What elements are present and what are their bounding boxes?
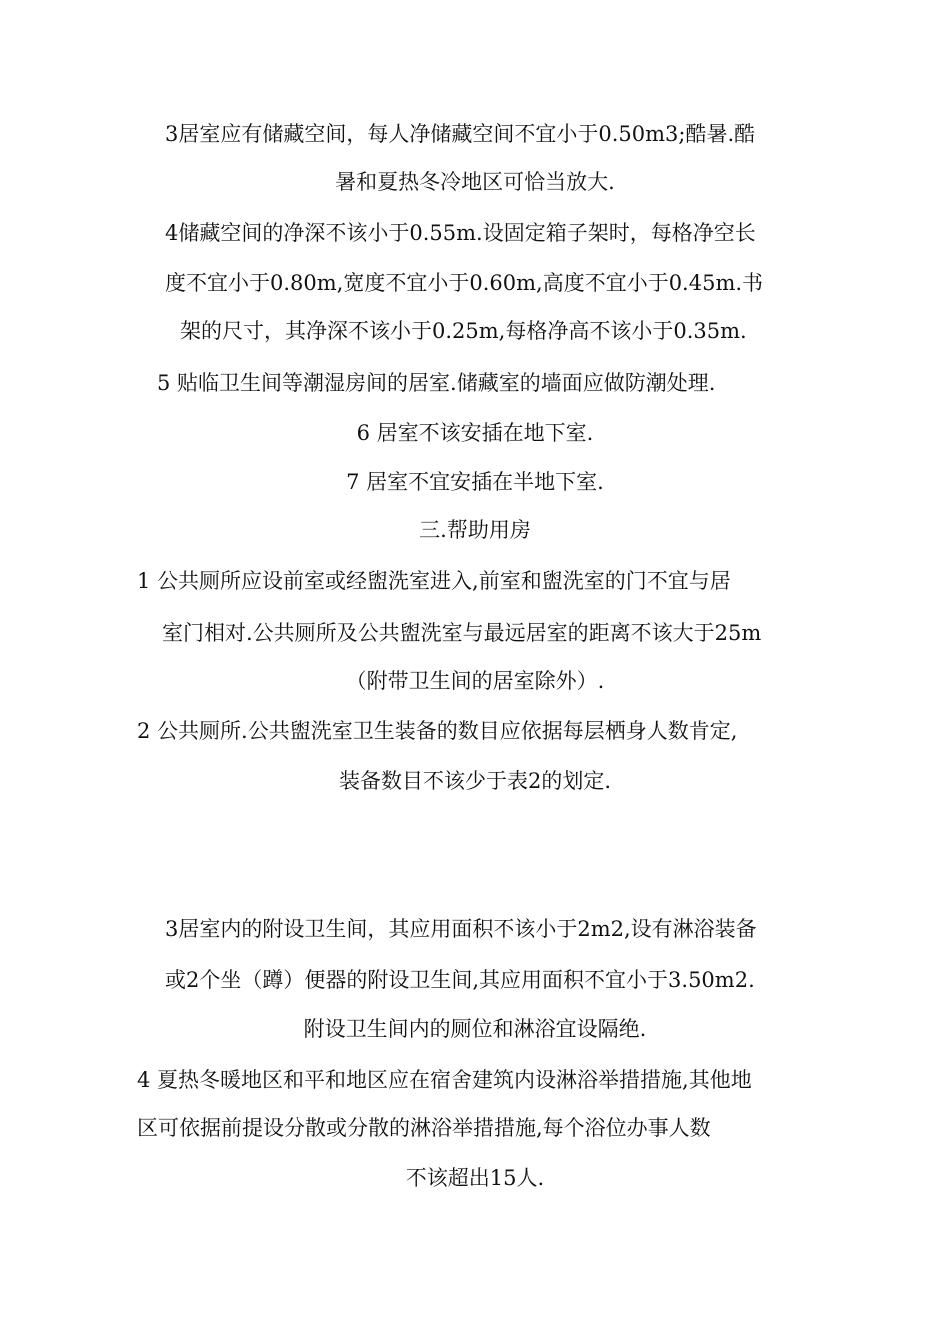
text-line: 4储藏空间的净深不该小于0.55m.设固定箱子架时，每格净空长 bbox=[165, 221, 756, 245]
text-line: 2 公共厕所.公共盥洗室卫生装备的数目应依据每层栖身人数肯定, bbox=[137, 719, 738, 743]
text-line: 装备数目不该少于表2的划定. bbox=[338, 769, 612, 793]
text-line: 3居室应有储藏空间，每人净储藏空间不宜小于0.50m3;酷暑.酷 bbox=[165, 122, 756, 146]
text-line: 度不宜小于0.80m,宽度不宜小于0.60m,高度不宜小于0.45m.书 bbox=[165, 271, 764, 295]
text-line: 或2个坐（蹲）便器的附设卫生间,其应用面积不宜小于3.50m2. bbox=[165, 968, 755, 992]
text-line: 区可依据前提设分散或分散的淋浴举措措施,每个浴位办事人数 bbox=[137, 1116, 711, 1140]
text-line: 不该超出15人. bbox=[405, 1166, 545, 1190]
text-line: 附设卫生间内的厕位和淋浴宜设隔绝. bbox=[303, 1017, 647, 1041]
section-heading: 三.帮助用房 bbox=[419, 518, 531, 542]
text-line: 暑和夏热冬冷地区可恰当放大. bbox=[335, 170, 615, 194]
text-line: 架的尺寸，其净深不该小于0.25m,每格净高不该小于0.35m. bbox=[180, 319, 747, 343]
text-line: 室门相对.公共厕所及公共盥洗室与最远居室的距离不该大于25m bbox=[162, 621, 762, 645]
text-line: （附带卫生间的居室除外）. bbox=[345, 669, 605, 693]
text-line: 1 公共厕所应设前室或经盥洗室进入,前室和盥洗室的门不宜与居 bbox=[137, 569, 731, 593]
text-line: 6 居室不该安插在地下室. bbox=[356, 421, 594, 445]
text-line: 7 居室不宜安插在半地下室. bbox=[346, 470, 604, 494]
text-line: 5 贴临卫生间等潮湿房间的居室.储藏室的墙面应做防潮处理. bbox=[157, 371, 716, 395]
text-line: 3居室内的附设卫生间，其应用面积不该小于2m2,设有淋浴装备 bbox=[165, 917, 757, 941]
text-line: 4 夏热冬暖地区和平和地区应在宿舍建筑内设淋浴举措措施,其他地 bbox=[137, 1068, 752, 1092]
